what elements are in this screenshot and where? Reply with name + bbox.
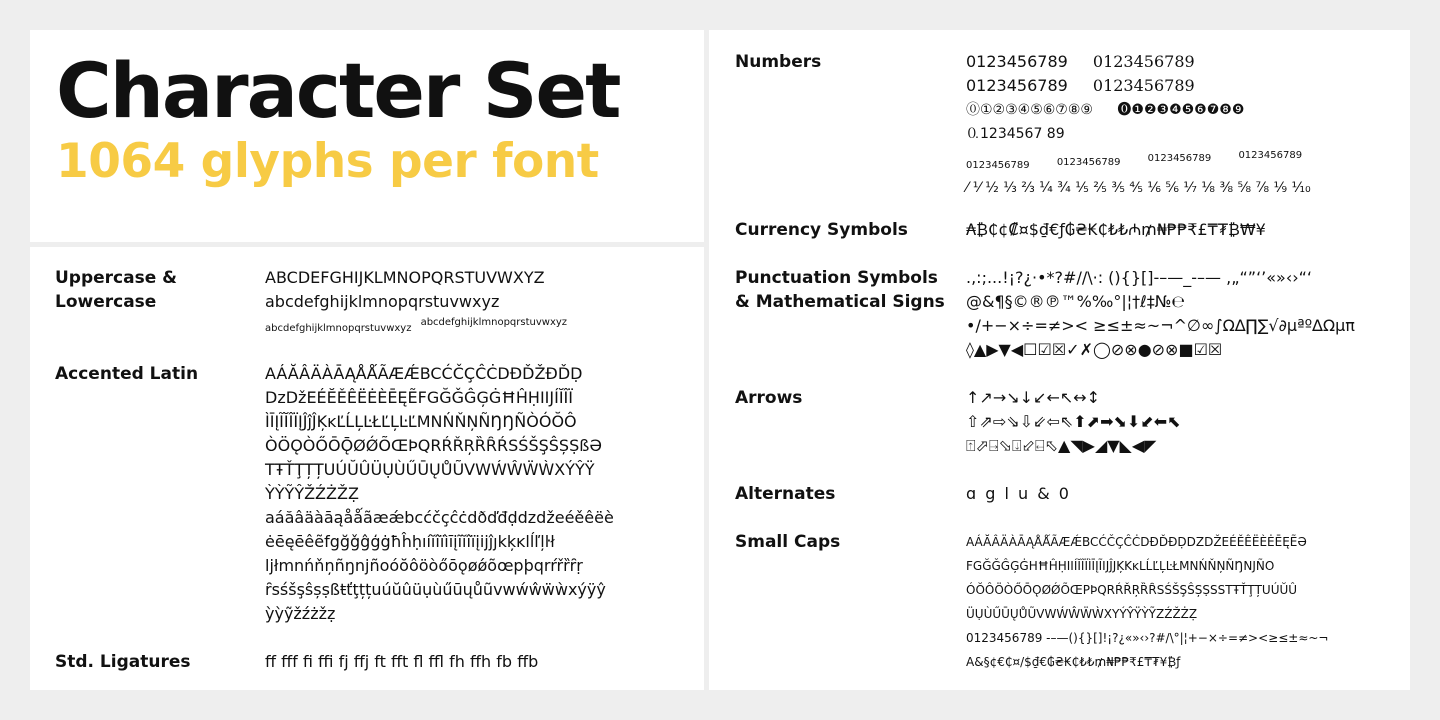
accented-latin-sample bbox=[265, 362, 614, 626]
tabular-oldstyle-figures: 0123456789 bbox=[1092, 76, 1195, 95]
accented-line: aáăâäàāąåǻãæǽbcćčçĉċdðďđḍdzdžeéěêëè bbox=[265, 508, 614, 527]
small-lowercase-2: abcdefghijklmnopqrstuvwxyz bbox=[420, 317, 568, 328]
arrows-sample bbox=[966, 386, 1181, 458]
lining-figures: 0123456789 bbox=[966, 52, 1068, 71]
accented-line: ỳỳỹžźżžẓ bbox=[265, 604, 336, 623]
glyph-count-subtitle: 1064 glyphs per font bbox=[56, 134, 599, 189]
right-panel bbox=[709, 30, 1410, 690]
uppercase-lowercase-label-line2: Lowercase bbox=[55, 292, 157, 312]
accented-line: ỲỲỸŶŽŹŻŽẒ bbox=[265, 484, 359, 503]
negative-circled-figures: ⓿❶❷❸❹❺❻❼❽❾ bbox=[1117, 102, 1245, 118]
page-title: Character Set bbox=[56, 46, 620, 135]
shapes-line: ◊▲▶▼◀☐☑☒✓✗◯⊘⊗●⊘⊗■☑☒ bbox=[966, 340, 1223, 359]
accented-line: TŦŤŢȚȚUÚŬÛÜỤÙŰŪŲŮŨVWẂŴẄẀXÝŶŸ bbox=[265, 460, 595, 479]
arrows-line: ⍐⬀⍈⬂⍗⬃⍇⬁▲◥▶◢▼◣◀◤ bbox=[966, 436, 1157, 455]
small-caps-line: FGĞǦĜĢĠHĦĤḤIIÍĬÎÏÌĪĮĨIJĴJĶKĸLĹĽĻĿŁMNŃŇŅÑŊNJÑO bbox=[966, 559, 1275, 573]
accented-line: ȓsśšşŝșṣßŧťţțțuúŭûüụùűūųůũvwẃŵẅẁxýÿŷ bbox=[265, 580, 606, 599]
currency-label: Currency Symbols bbox=[735, 220, 908, 240]
accented-line: ėēęēêẽfgğǧĝģġħĥḥıíĭîïìīįĩĭîïįĳĵȷkķĸlĺľļŀł bbox=[265, 532, 555, 551]
header-panel bbox=[30, 30, 704, 242]
tabular-lining-figures: 0123456789 bbox=[966, 76, 1068, 95]
accented-line: ljłmnńňņñŋnjñoóŏôöòőōǫøǿõœpþqrŕřȑȓṛ bbox=[265, 556, 583, 575]
uppercase-lowercase-sample bbox=[265, 266, 567, 338]
numbers-row-subsup bbox=[966, 146, 1311, 176]
small-caps-line: ÓŎÔÖÒŐŌǪØǾÕŒPÞQRŔŘŖȐȒSŚŠŞŜȘṢSSTŦŤŢȚUÚŬÛ bbox=[966, 583, 1298, 597]
arrows-line: ⇧⇗⇨⇘⇩⇙⇦⇖⬆⬈➡⬊⬇⬋⬅⬉ bbox=[966, 412, 1181, 431]
punctuation-label-line2: & Mathematical Signs bbox=[735, 292, 945, 312]
numbers-row-2 bbox=[966, 74, 1311, 98]
punctuation-label bbox=[735, 266, 945, 314]
small-caps-sample bbox=[966, 530, 1329, 674]
ligatures-label: Std. Ligatures bbox=[55, 652, 191, 672]
currency-sample: ₳₿₵¢₡¤$₫€ƒ₲₴₭₵₺₺₼₥₦₱₱₹£₸₮₿₩¥ bbox=[966, 220, 1266, 239]
small-lowercase-1: abcdefghijklmnopqrstuvwxyz bbox=[265, 323, 412, 334]
accented-line: DzDžEÉĔĚÊËĖÈĒĘẼFGĞǦĜĢĠĦĤḤIIJÍĬÎÏ bbox=[265, 388, 573, 407]
small-caps-line: ÜỤÙŰŪŲŮŨVWẂŴẄẀXYÝŶŸỲỸZŹŽŻẒ bbox=[966, 607, 1198, 621]
small-caps-line: A&§¢€₵¤/$₫€₲₴₭₵₺₺₥₦₱₱₹£₸₮¥₿ƒ bbox=[966, 655, 1181, 669]
boxed-figures: 🄀1234567 89 bbox=[966, 126, 1065, 142]
numbers-sample bbox=[966, 50, 1311, 200]
punctuation-sample bbox=[966, 266, 1355, 362]
accented-line: AÁĂÂÄÀĀĄÅǺÃÆǼBCĆČÇĈĊDĐĎŽĐĎḌ bbox=[265, 364, 583, 383]
numbers-row-circled bbox=[966, 98, 1311, 122]
subscript-figures: 0123456789 bbox=[966, 160, 1030, 171]
punctuation-line: @&¶§©®℗™%‰°|¦†ℓ‡№℮ bbox=[966, 292, 1186, 311]
oldstyle-figures: 0123456789 bbox=[1092, 52, 1195, 71]
small-lowercase-line bbox=[265, 314, 567, 338]
accented-line: ÌĪĮĨĬÎÏĮĴĵĴĶĸĽĹĻĿŁĽĻĿĽMNŃŇŅÑŊŊÑÒÓŎÔ bbox=[265, 412, 577, 431]
alternates-label: Alternates bbox=[735, 484, 836, 504]
uppercase-line: ABCDEFGHIJKLMNOPQRSTUVWXYZ bbox=[265, 268, 545, 287]
fractions: ⁄ ⅟ ½ ⅓ ⅔ ¼ ¾ ⅕ ⅖ ⅗ ⅘ ⅙ ⅚ ⅐ ⅛ ⅜ ⅝ ⅞ ⅑ ⅒ bbox=[966, 180, 1311, 196]
ligatures-sample: ff fff fi ffi fj ffj ft fft fl ffl fh ffh fb ffb bbox=[265, 652, 539, 671]
left-panel bbox=[30, 247, 704, 690]
numerator-figures: 0123456789 bbox=[1147, 153, 1212, 164]
numbers-row-1 bbox=[966, 50, 1311, 74]
superscript-figures: 0123456789 bbox=[1238, 150, 1303, 161]
small-caps-label: Small Caps bbox=[735, 532, 841, 552]
uppercase-lowercase-label-line1: Uppercase & bbox=[55, 268, 177, 288]
lowercase-line: abcdefghijklmnopqrstuvwxyz bbox=[265, 292, 500, 311]
arrows-label: Arrows bbox=[735, 388, 803, 408]
punctuation-label-line1: Punctuation Symbols bbox=[735, 268, 938, 288]
alternates-sample: ɑ g l u & 0 bbox=[966, 484, 1071, 503]
accented-latin-label: Accented Latin bbox=[55, 364, 199, 384]
accented-line: ÒÖǪÒŐŌǬØǾÕŒÞQRŔŘŖȐȒŔSŚŠŞŜȘṢßƏ bbox=[265, 436, 602, 455]
arrows-line: ↑↗→↘↓↙←↖↔↕ bbox=[966, 388, 1101, 407]
punctuation-line: .,:;...!¡?¿·•*?#//\·: (){}[]-–—_-–— ,„“”‘’«»‹›“‘ bbox=[966, 268, 1313, 287]
math-line: •/+−×÷=≠>< ≥≤±≈~¬^∅∞∫Ω∆∏∑√∂µªº∆Ωµπ bbox=[966, 316, 1355, 335]
numbers-label: Numbers bbox=[735, 52, 822, 72]
uppercase-lowercase-label bbox=[55, 266, 177, 314]
small-caps-line: 0123456789 -–—(){}[]!¡?¿«»‹›?#/\°|¦+−×÷=≠><≥≤±≈~¬ bbox=[966, 631, 1329, 645]
small-caps-line: AÁĂÂÄÀĀĄÅǺÃÆǼBCĆČÇĈĊDÐĎĐḌDZDŽEÉĚÊËÈĖĒĘẼƏ bbox=[966, 535, 1307, 549]
circled-figures: ⓪①②③④⑤⑥⑦⑧⑨ bbox=[966, 102, 1093, 118]
denominator-figures: 0123456789 bbox=[1056, 157, 1121, 168]
